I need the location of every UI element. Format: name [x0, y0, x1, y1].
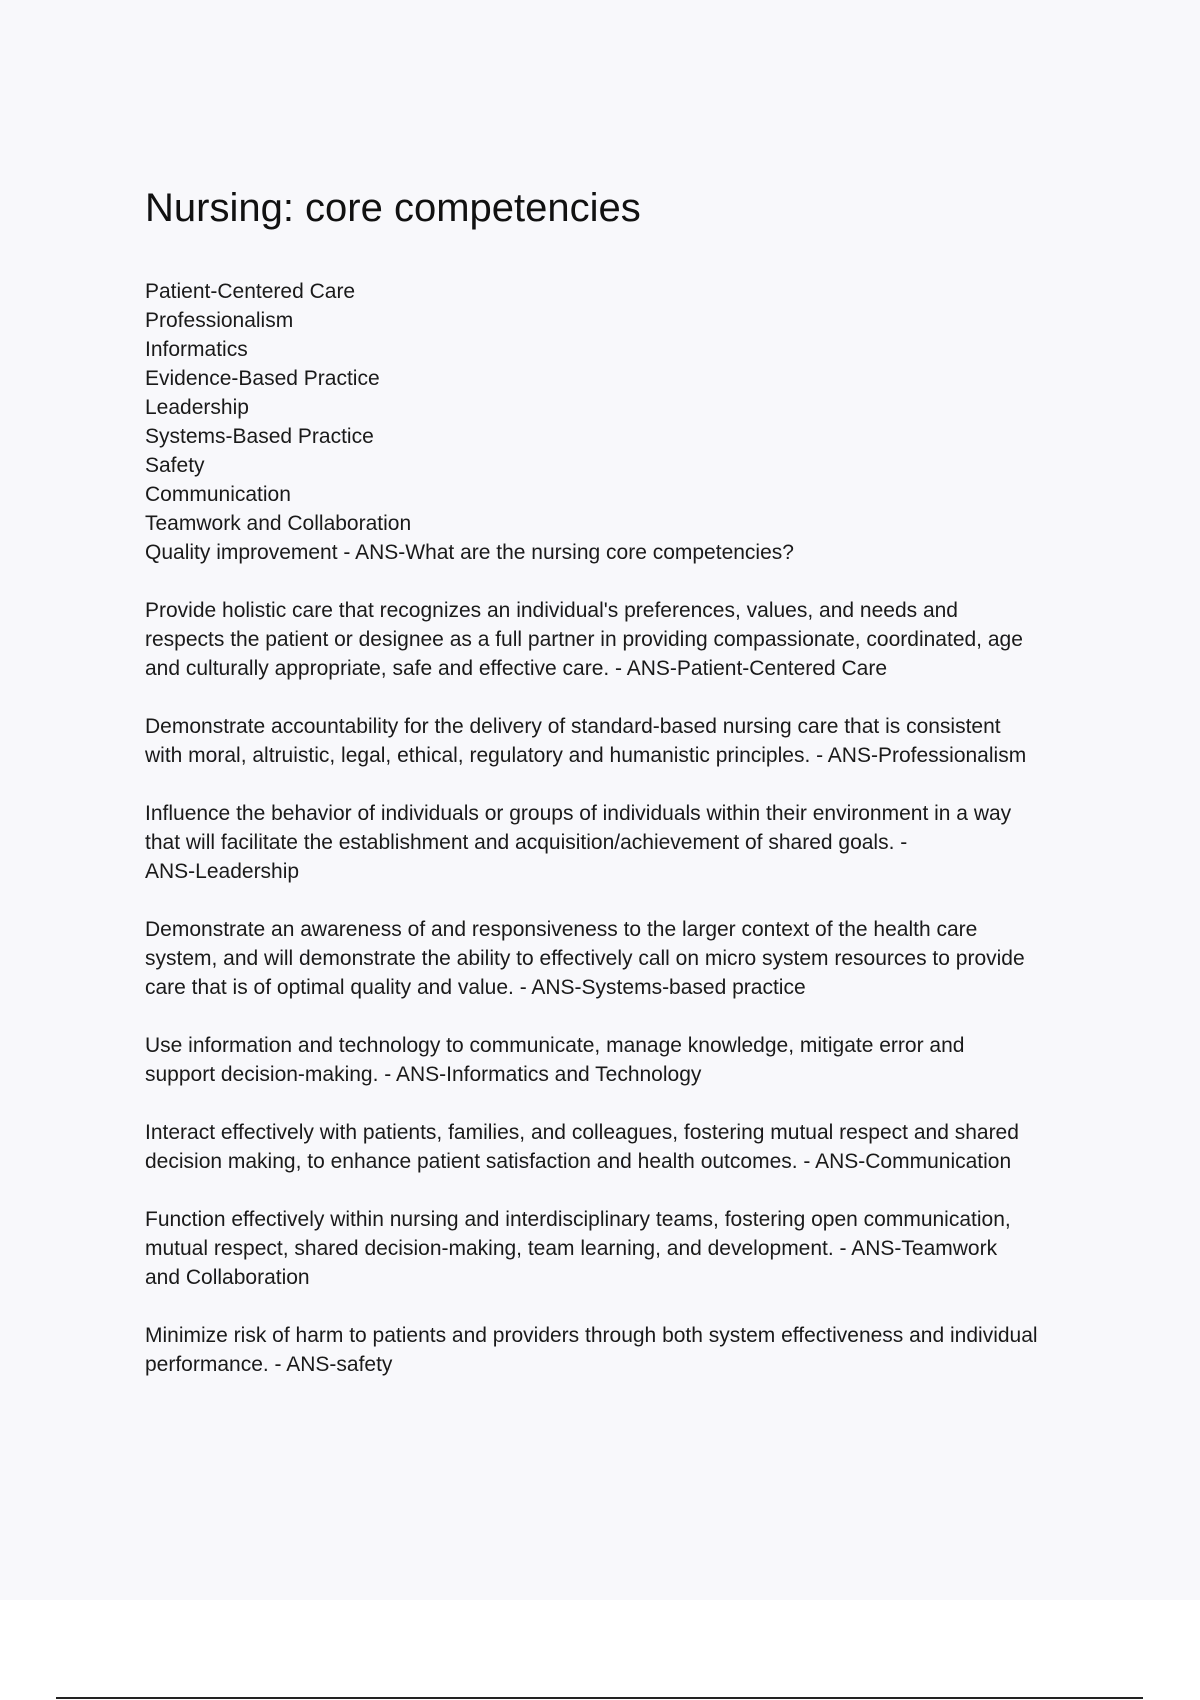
entry-line: Influence the behavior of individuals or groups of individuals within their environment in a way	[145, 802, 1012, 825]
entry-line: ANS-Leadership	[145, 860, 300, 883]
page-title: Nursing: core competencies	[145, 186, 641, 230]
entry-line: decision making, to enhance patient satisfaction and health outcomes. - ANS-Communication	[145, 1150, 1012, 1173]
footer-divider	[56, 1697, 1143, 1699]
list-item: Evidence-Based Practice	[145, 367, 380, 390]
entry-line: that will facilitate the establishment and acquisition/achievement of shared goals. -	[145, 831, 908, 854]
entry-line: Interact effectively with patients, families, and colleagues, fostering mutual respect and shared	[145, 1121, 1019, 1144]
entry-line: care that is of optimal quality and value. - ANS-Systems-based practice	[145, 976, 806, 999]
list-item: Professionalism	[145, 309, 294, 332]
qa-entry-systems-based-practice	[145, 915, 1095, 1002]
entry-line: and Collaboration	[145, 1266, 310, 1289]
document-content	[145, 277, 1095, 1408]
entry-line: and culturally appropriate, safe and effective care. - ANS-Patient-Centered Care	[145, 657, 888, 680]
competency-list	[145, 277, 1095, 567]
list-item: Teamwork and Collaboration	[145, 512, 412, 535]
entry-line: Demonstrate accountability for the delivery of standard-based nursing care that is consistent	[145, 715, 1001, 738]
list-item: Informatics	[145, 338, 248, 361]
qa-entry-communication	[145, 1118, 1095, 1176]
entry-line: support decision-making. - ANS-Informatics and Technology	[145, 1063, 702, 1086]
list-item: Systems-Based Practice	[145, 425, 374, 448]
entry-line: Use information and technology to communicate, manage knowledge, mitigate error and	[145, 1034, 965, 1057]
qa-entry-patient-centered-care	[145, 596, 1095, 683]
entry-line: Provide holistic care that recognizes an individual's preferences, values, and needs and	[145, 599, 958, 622]
list-item: Leadership	[145, 396, 249, 419]
list-item: Quality improvement - ANS-What are the nursing core competencies?	[145, 541, 794, 564]
entry-line: respects the patient or designee as a full partner in providing compassionate, coordinated, age	[145, 628, 1023, 651]
entry-line: Function effectively within nursing and interdisciplinary teams, fostering open communication,	[145, 1208, 1011, 1231]
entry-line: Demonstrate an awareness of and responsiveness to the larger context of the health care	[145, 918, 978, 941]
entry-line: Minimize risk of harm to patients and providers through both system effectiveness and individual	[145, 1324, 1038, 1347]
qa-entry-informatics	[145, 1031, 1095, 1089]
qa-entry-teamwork	[145, 1205, 1095, 1292]
list-item: Safety	[145, 454, 205, 477]
qa-entry-professionalism	[145, 712, 1095, 770]
entry-line: performance. - ANS-safety	[145, 1353, 393, 1376]
list-item: Communication	[145, 483, 291, 506]
entry-line: with moral, altruistic, legal, ethical, regulatory and humanistic principles. - ANS-Professionalism	[145, 744, 1027, 767]
qa-entry-safety	[145, 1321, 1095, 1379]
list-item: Patient-Centered Care	[145, 280, 356, 303]
entry-line: mutual respect, shared decision-making, team learning, and development. - ANS-Teamwork	[145, 1237, 998, 1260]
qa-entry-leadership	[145, 799, 1095, 886]
entry-line: system, and will demonstrate the ability to effectively call on micro system resources to provide	[145, 947, 1025, 970]
